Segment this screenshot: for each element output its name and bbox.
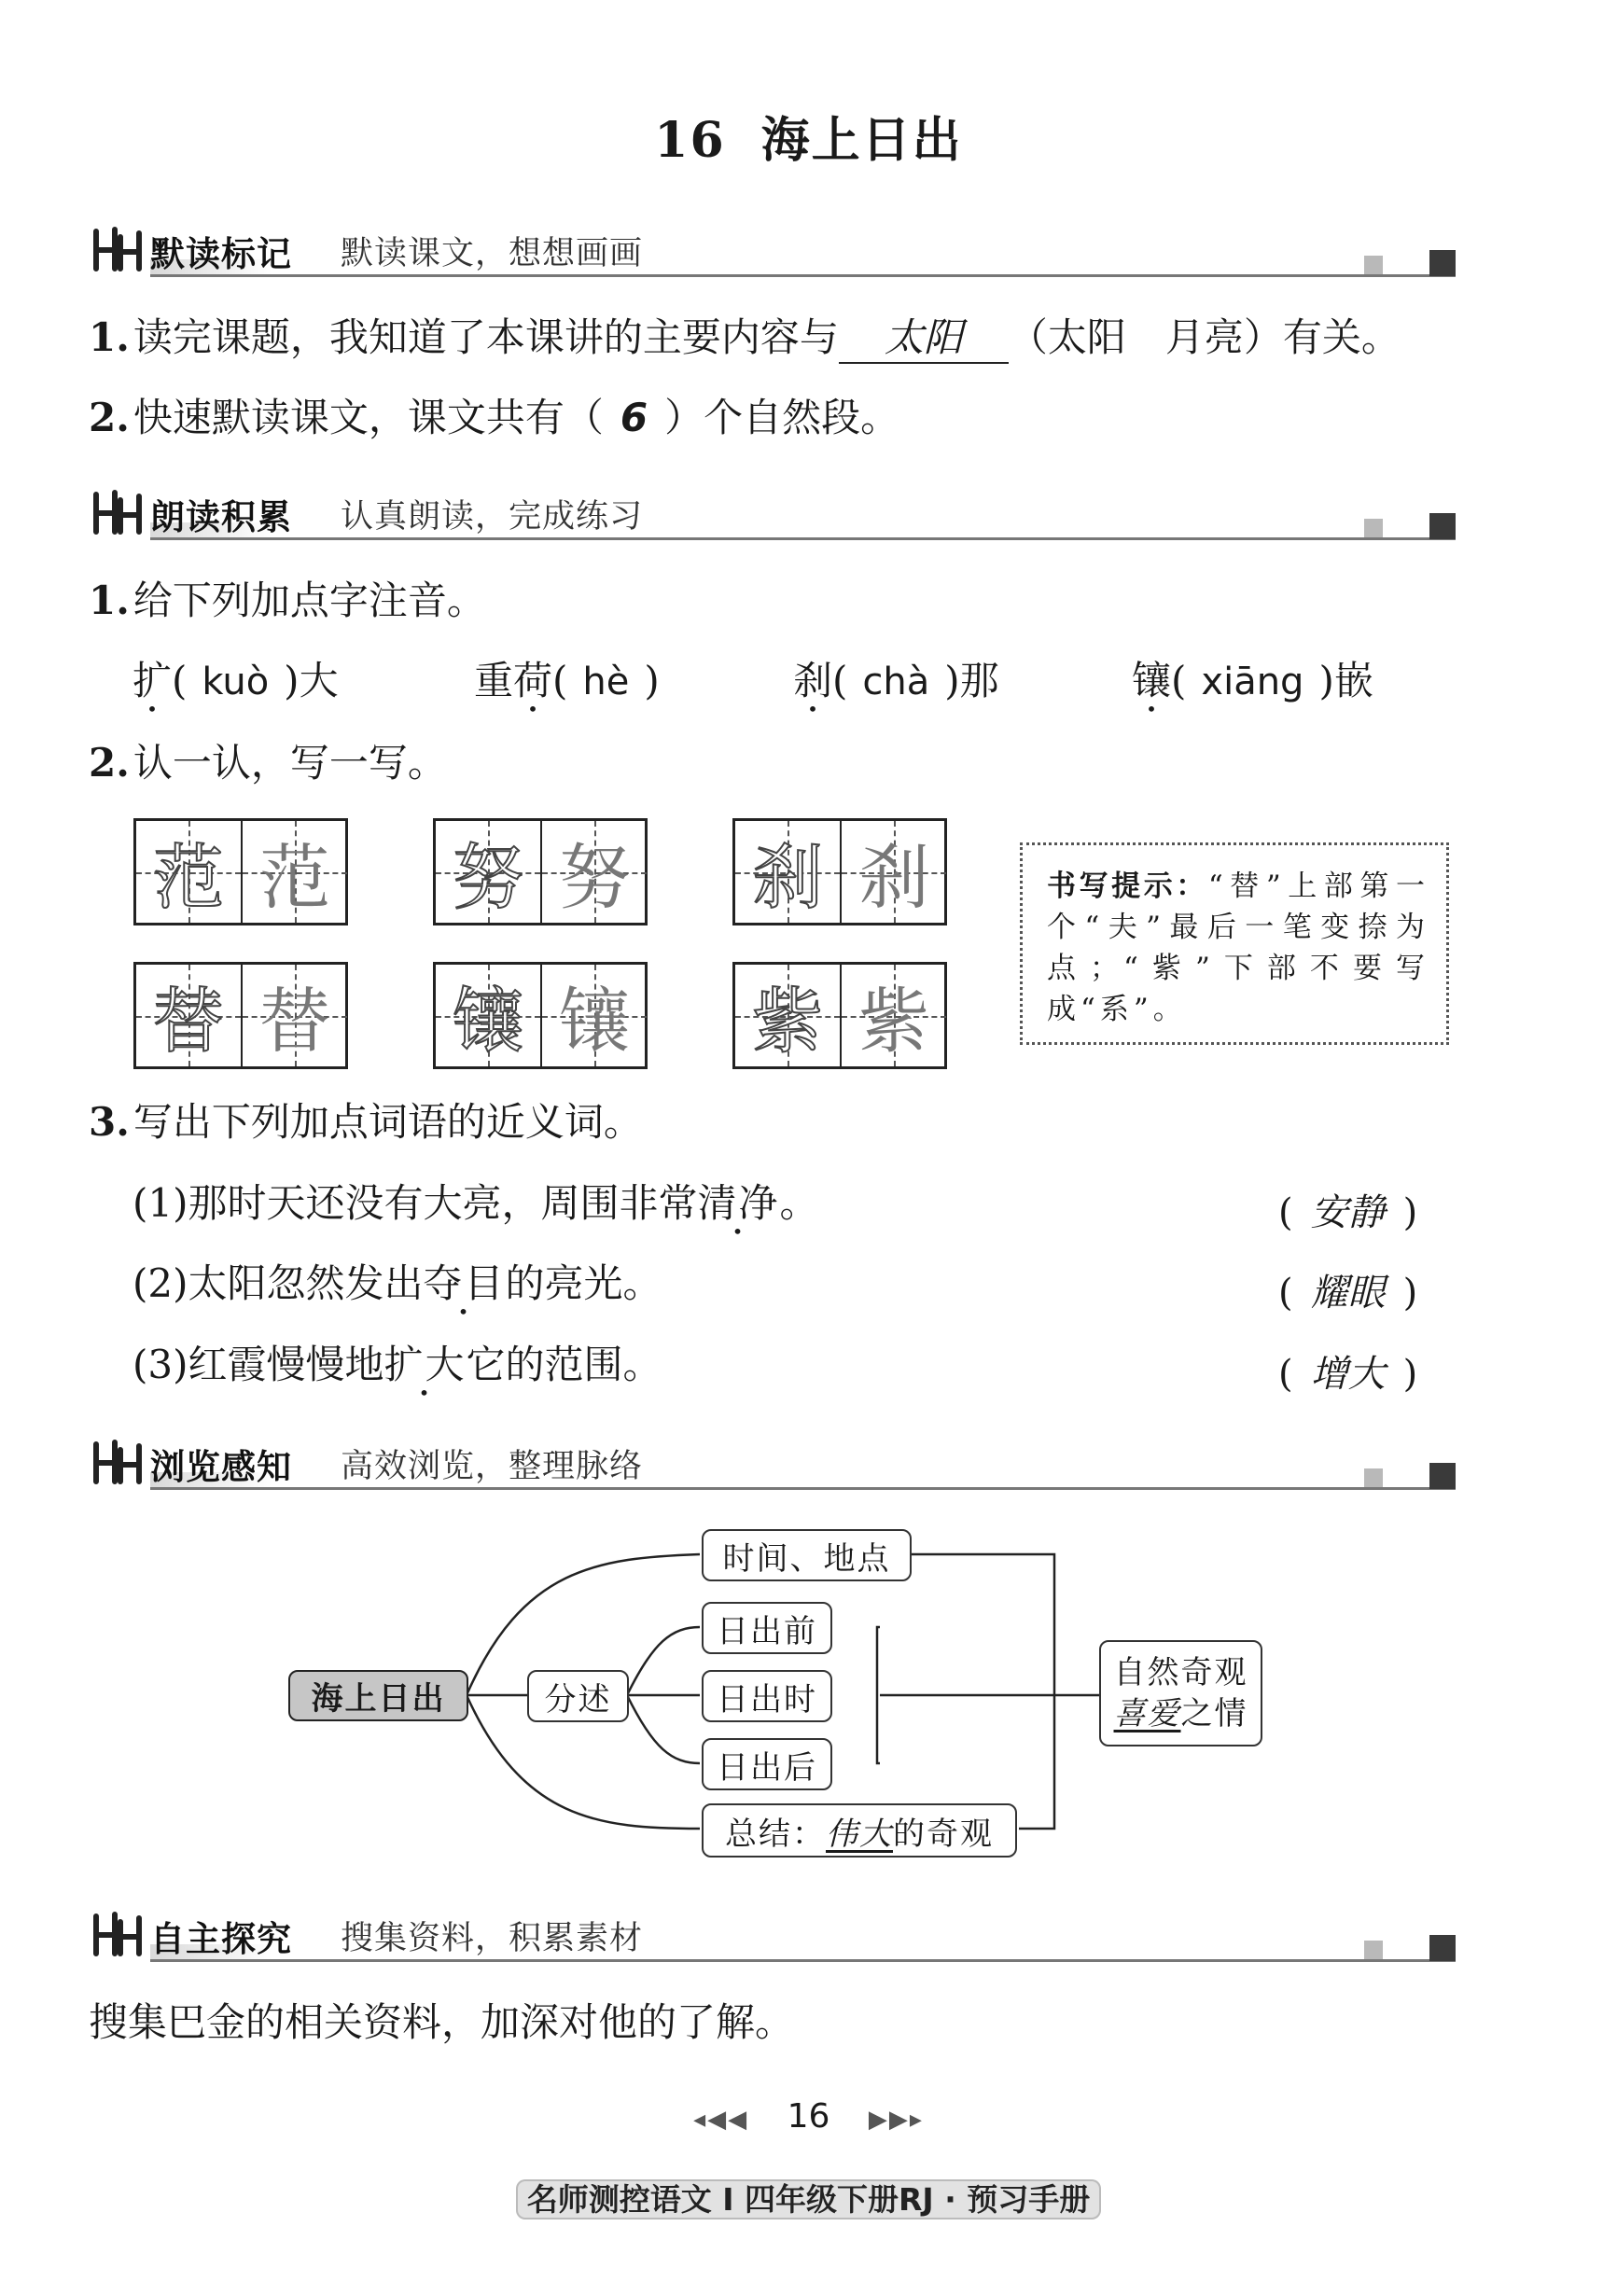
sentence-start: 红霞慢慢地 [188,1342,384,1387]
mindmap-branch-narration: 分述 [527,1670,629,1722]
dotted-char: 荷 [513,658,553,703]
synonym-answer-1: ( 安静 ) [1278,1183,1417,1236]
mindmap-result [1099,1640,1262,1746]
h-logo-icon [89,1909,146,1959]
item-number: (2) [132,1260,188,1306]
paren-open: ( [552,658,568,703]
section-title: 朗读积累 [150,497,292,537]
paren-close: ) [944,658,960,703]
practice-char: 替 [259,980,330,1063]
paren-close: ) [1318,658,1334,703]
result-rest: 之情 [1180,1695,1248,1732]
section-subtitle: 搜集资料，积累素材 [341,1920,644,1957]
mindmap-before-sunrise: 日出前 [702,1602,832,1654]
outline-char: 刹 [752,836,823,919]
question-number: 3. [89,1099,130,1145]
question-number: 2. [89,395,130,440]
page-navigator [0,2097,1617,2136]
paren-open: ( [172,658,188,703]
paren-close: ) [644,658,660,703]
question-number: 1. [89,577,130,623]
question-number: 1. [89,314,130,360]
summary-rest: 的奇观 [893,1815,994,1853]
question-4: 搜集巴金的相关资料，加深对他的了解。 [89,1999,795,2045]
section-subtitle: 默读课文，想想画画 [341,235,644,272]
question-text: 给下列加点字注音。 [132,577,486,623]
question-text-end: ）个自然段。 [664,395,900,440]
summary-answer[interactable]: 伟大 [826,1815,893,1853]
page-number: 16 [787,2097,830,2136]
tip-label: 书写提示： [1047,870,1208,903]
paren-open: ( [832,658,848,703]
sentence-end: 它的范围。 [466,1342,662,1387]
paren-close: ) [284,658,300,703]
practice-char: 刹 [858,836,929,919]
dotted-word: 清净 [697,1180,780,1226]
answer-blank[interactable]: 太阳 [839,313,1009,364]
question-options: （太阳 月亮）有关。 [1008,314,1401,360]
prev-arrows-icon[interactable]: ◂◀◀ [693,2106,749,2134]
answer-value[interactable]: 耀眼 [1310,1272,1386,1315]
outline-char: 范 [153,836,224,919]
char-post: 嵌 [1333,658,1373,703]
divider [150,1959,1456,1962]
outline-char: 紫 [752,980,823,1063]
dotted-char: 刹 [793,658,833,703]
practice-char: 紫 [858,980,929,1063]
footer-book-title [0,2176,1617,2219]
synonym-answer-3: ( 增大 ) [1278,1344,1417,1398]
pinyin-answer[interactable]: chà [862,661,930,703]
char-post: 大 [299,658,339,703]
dotted-char: 扩 [132,658,173,703]
gray-square-icon [1364,1941,1383,1959]
section-title: 默读标记 [150,234,292,274]
char-post: 那 [959,658,999,703]
question-number: 2. [89,740,130,786]
sentence-end: 的亮光。 [505,1260,662,1306]
pinyin-answer[interactable]: kuò [202,661,270,703]
practice-char: 镶 [559,980,630,1063]
result-line1: 自然奇观 [1113,1654,1248,1691]
synonym-answer-2: ( 耀眼 ) [1278,1263,1417,1316]
char-pre: 重 [474,658,514,703]
mindmap-root: 海上日出 [288,1670,468,1721]
answer-value[interactable]: 6 [620,395,648,440]
footer-text: 名师测控语文 I 四年级下册RJ · 预习手册 [516,2179,1101,2219]
sentence-start: 那时天还没有大亮，周围非常 [188,1180,698,1226]
next-arrows-icon[interactable]: ▶▶▸ [868,2106,924,2134]
mindmap-summary [702,1803,1017,1858]
lesson-title: 海上日出 [760,112,963,169]
black-square-icon [1429,1935,1456,1961]
mindmap-after-sunrise: 日出后 [702,1738,832,1790]
answer-value[interactable]: 增大 [1310,1353,1386,1396]
item-number: (1) [132,1180,188,1226]
outline-char: 镶 [453,980,523,1063]
outline-char: 努 [453,836,523,919]
paren-open: ( [1171,658,1187,703]
sentence-end: 。 [779,1180,819,1226]
answer-value[interactable]: 安静 [1310,1191,1386,1234]
lesson-number: 16 [654,112,726,169]
section-title: 浏览感知 [150,1447,292,1487]
question-text: 认一认，写一写。 [132,740,447,786]
mindmap-time-place: 时间、地点 [702,1529,912,1581]
section-subtitle: 高效浏览，整理脉络 [341,1448,644,1485]
tip-text: “替”上部第一个“夫”最后一笔变捺为点；“紫”下部不要写成“系”。 [1047,870,1430,1026]
section-title: 自主探究 [150,1919,292,1959]
mindmap-during-sunrise: 日出时 [702,1670,832,1722]
sentence-start: 太阳忽然发出 [188,1260,424,1306]
pinyin-answer[interactable]: xiāng [1201,661,1304,703]
dotted-word: 夺目 [423,1260,506,1306]
question-text: 快速默读课文，课文共有（ [132,395,604,440]
question-text: 读完课题，我知道了本课讲的主要内容与 [132,314,839,360]
dotted-word: 扩大 [383,1342,467,1387]
item-number: (3) [132,1342,188,1387]
summary-label: 总结： [725,1815,826,1853]
result-answer[interactable]: 喜爱 [1113,1695,1181,1732]
outline-char: 替 [153,980,224,1063]
section-subtitle: 认真朗读，完成练习 [341,498,644,536]
question-text: 写出下列加点词语的近义词。 [132,1099,643,1145]
section-header-inquiry [89,1903,1456,1963]
practice-char: 努 [559,836,630,919]
dotted-char: 镶 [1132,658,1172,703]
practice-char: 范 [259,836,330,919]
pinyin-answer[interactable]: hè [582,661,630,703]
